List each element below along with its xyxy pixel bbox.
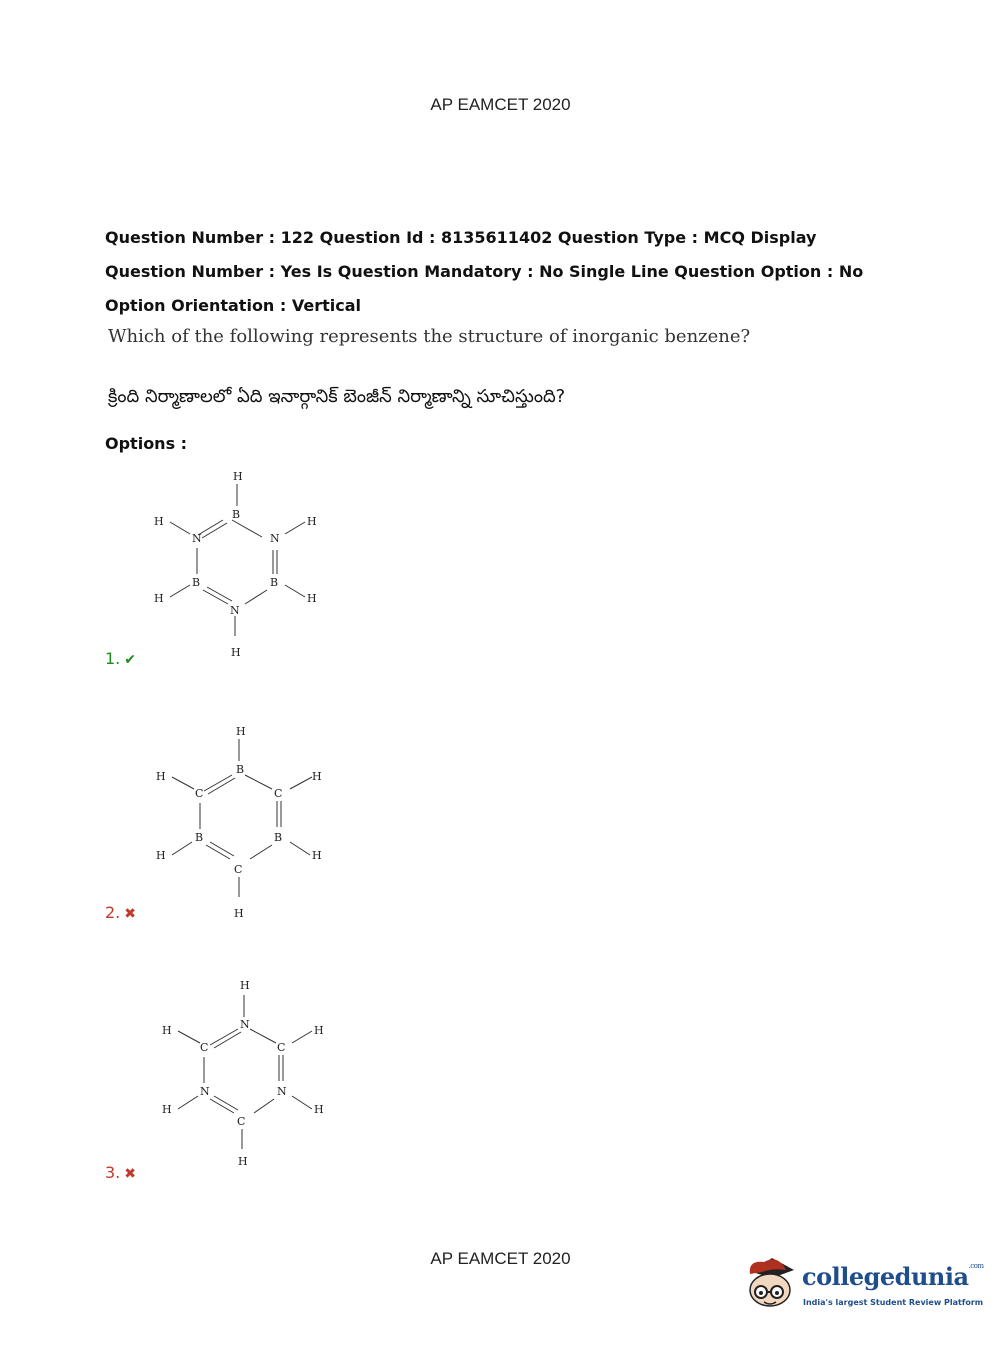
h-bottom-right: H (312, 849, 322, 862)
atom-top-right: C (274, 787, 283, 800)
page-footer-title: AP EAMCET 2020 (430, 1249, 571, 1268)
atom-bottom: C (237, 1115, 246, 1128)
h-top: H (233, 470, 243, 483)
option-number: 3. (105, 1163, 121, 1182)
atom-top: B (236, 763, 245, 776)
question-text-telugu: క్రింది నిర్మాణాలలో ఏది ఇనార్గానిక్ బెంజీన్ నిర్మాణాన్ని సూచిస్తుంది? (108, 386, 566, 407)
h-bottom: H (234, 907, 244, 920)
option-number: 2. (105, 903, 121, 922)
mascot-icon (742, 1250, 800, 1320)
h-top: H (236, 725, 246, 738)
h-top-left: H (162, 1024, 172, 1037)
option-2-structure[interactable] (142, 717, 342, 927)
option-3-structure[interactable] (146, 973, 346, 1173)
h-bottom-left: H (162, 1103, 172, 1116)
h-bottom-right: H (307, 592, 317, 605)
logo-wordmark: collegedunia$^{.com}$ (802, 1262, 984, 1291)
option-1-structure[interactable] (140, 462, 340, 662)
options-label: Options : (105, 434, 188, 453)
atom-bottom: N (230, 604, 240, 617)
atom-top-right: N (270, 532, 280, 545)
question-text-english: Which of the following represents the structure of inorganic benzene? (108, 326, 751, 347)
atom-top: N (240, 1018, 250, 1031)
cross-icon: ✖ (124, 1166, 136, 1182)
h-bottom-right: H (314, 1103, 324, 1116)
page-header-title: AP EAMCET 2020 (430, 95, 571, 114)
option-2-label[interactable] (105, 903, 136, 922)
h-top-right: H (307, 515, 317, 528)
atom-top-left: C (195, 787, 204, 800)
h-bottom: H (238, 1155, 248, 1168)
check-icon: ✔ (124, 652, 136, 668)
atom-bottom-right: B (270, 576, 279, 589)
atom-bottom-left: N (200, 1085, 210, 1098)
cross-icon: ✖ (124, 906, 136, 922)
atom-top-right: C (277, 1041, 286, 1054)
atom-bottom-left: B (192, 576, 201, 589)
logo-suffix: .com (968, 1262, 984, 1270)
option-number: 1. (105, 649, 121, 668)
h-bottom-left: H (154, 592, 164, 605)
atom-top-left: N (192, 532, 202, 545)
h-top-left: H (154, 515, 164, 528)
atom-bottom-right: N (277, 1085, 287, 1098)
h-top-right: H (314, 1024, 324, 1037)
logo-tagline: India's largest Student Review Platform (803, 1298, 984, 1307)
h-top-left: H (156, 770, 166, 783)
question-metadata: Question Number : 122 Question Id : 8135611402 Question Type : MCQ Display Question Number : Yes Is Question Mandatory : No Single Line Question Option : No Option Orientation : Vertical (105, 228, 864, 315)
atom-top-left: C (200, 1041, 209, 1054)
h-bottom-left: H (156, 849, 166, 862)
collegedunia-logo[interactable] (742, 1250, 984, 1320)
option-3-label[interactable] (105, 1163, 136, 1182)
atom-top: B (232, 508, 241, 521)
h-top: H (240, 979, 250, 992)
atom-bottom: C (234, 863, 243, 876)
atom-bottom-right: B (274, 831, 283, 844)
h-bottom: H (231, 646, 241, 659)
option-1-label[interactable] (105, 649, 136, 668)
h-top-right: H (312, 770, 322, 783)
atom-bottom-left: B (195, 831, 204, 844)
